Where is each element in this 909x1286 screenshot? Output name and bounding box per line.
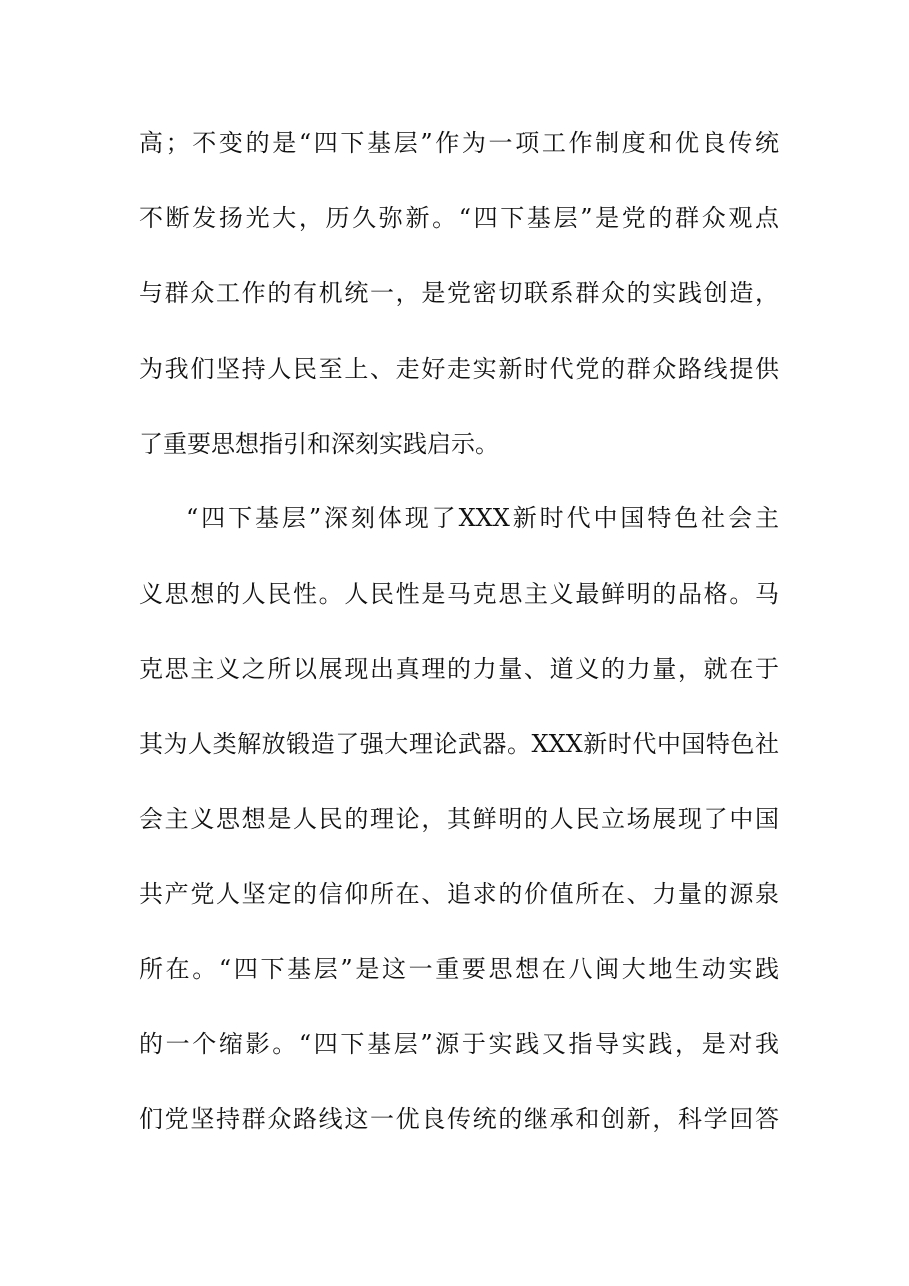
text-line: 不断发扬光大，历久弥新。“四下基层”是党的群众观点 xyxy=(139,204,779,232)
text-line: 共产党人坚定的信仰所在、追求的价值所在、力量的源泉 xyxy=(139,880,779,908)
paragraph-first-line: “四下基层”深刻体现了XXX新时代中国特色社会主 xyxy=(186,504,779,532)
text-line: 为我们坚持人民至上、走好走实新时代党的群众路线提供 xyxy=(139,355,779,383)
text-line: 的一个缩影。“四下基层”源于实践又指导实践，是对我 xyxy=(139,1030,779,1058)
text-line: 其为人类解放锻造了强大理论武器。XXX新时代中国特色社 xyxy=(139,730,779,758)
text-line: 们党坚持群众路线这一优良传统的继承和创新，科学回答 xyxy=(139,1105,779,1133)
text-line: 与群众工作的有机统一，是党密切联系群众的实践创造， xyxy=(139,279,779,307)
text-line: 义思想的人民性。人民性是马克思主义最鲜明的品格。马 xyxy=(139,580,779,608)
text-line: 了重要思想指引和深刻实践启示。 xyxy=(139,430,499,458)
text-line: 会主义思想是人民的理论，其鲜明的人民立场展现了中国 xyxy=(139,805,779,833)
text-line: 所在。“四下基层”是这一重要思想在八闽大地生动实践 xyxy=(139,955,779,983)
text-line: 高；不变的是“四下基层”作为一项工作制度和优良传统 xyxy=(139,129,779,157)
text-line: 克思主义之所以展现出真理的力量、道义的力量，就在于 xyxy=(139,655,779,683)
